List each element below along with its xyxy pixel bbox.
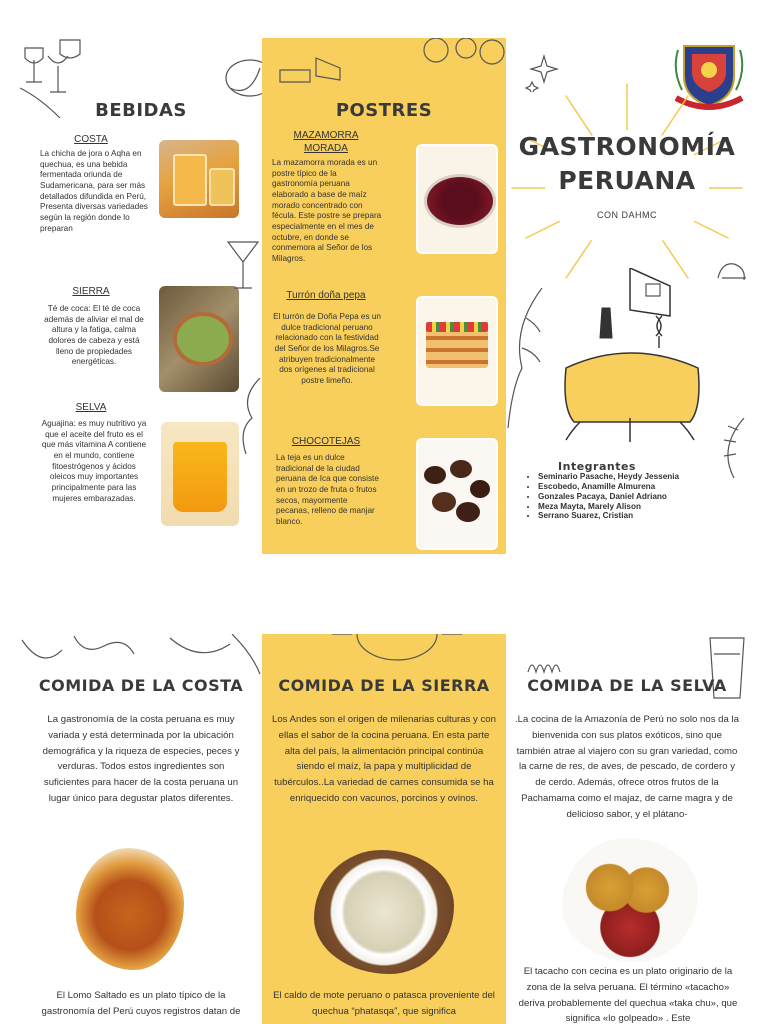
bebida-name-sierra: SIERRA <box>72 286 110 297</box>
integrante-item: • Serrano Suarez, Cristian <box>538 511 679 521</box>
chicha-photo <box>159 140 239 218</box>
caldo-de-mote-photo <box>314 850 454 974</box>
sunflower-doodle <box>322 634 472 664</box>
integrante-item: • Seminario Pasache, Heydy Jessenia <box>538 472 679 482</box>
plate-doodle <box>220 48 262 108</box>
bebida-name-selva: SELVA <box>75 402 107 413</box>
fern-doodle <box>714 418 748 478</box>
selva-panel <box>506 634 748 1024</box>
costa-footer-text: El Lomo Saltado es un plato típico de la gastronomía del Perú cuyos registros datan de <box>41 990 241 1017</box>
sierra-footer-text: El caldo de mote peruano o patasca proveniente del quechua “phatasqa”, que significa <box>273 990 495 1017</box>
mazamorra-photo <box>416 144 498 254</box>
postre-text-mazamorra: La mazamorra morada es un postre típico de la gastronomía peruana elaborado a base de maíz morado concentrado con fécula. Este postre se prepara especialmente en el mes de octubre, en donde se conmemora al Señor de los Milagros. <box>272 158 382 263</box>
postre-text-turron: El turrón de Doña Pepa es un dulce tradicional peruano relacionado con la festividad del Señor de los Milagros.Se atribuyen tradicionalmente dos orígenes al tradicional postre limeño. <box>273 312 381 385</box>
plant-doodle <box>506 288 546 428</box>
turron-photo <box>416 296 498 406</box>
bebidas-title: BEBIDAS <box>95 100 187 121</box>
selva-footer-text: El tacacho con cecina es un plato originario de la zona de la selva peruana. El término «tacacho» deriva probablemente del quechua «taka chu», que significa «lo golpeado» . Este <box>518 966 738 1024</box>
integrante-item: • Gonzales Pacaya, Daniel Adriano <box>538 492 679 502</box>
postre-name-mazamorra-1: MAZAMORRA <box>293 130 359 141</box>
postre-name-turron: Turrón doña pepa <box>286 290 366 301</box>
cookies-doodle <box>422 38 506 72</box>
aguajina-photo <box>161 422 239 526</box>
sierra-panel <box>262 634 506 1024</box>
chocotejas-photo <box>416 438 498 550</box>
cake-doodle <box>276 40 344 84</box>
selva-intro: .La cocina de la Amazonía de Perú no solo nos da la bienvenida con sus platos exóticos, sino que también atrae al viajero con su gran variedad, como la carne de res, de aves, de pescado, de cordero y de cerdo. Además, ofrece otros frutos de la Pachamama como el majaz, de carne magra y de delicioso sabor, y el plátano- <box>514 714 739 820</box>
integrante-item: • Meza Mayta, Marely Alison <box>538 502 679 512</box>
selva-title: COMIDA DE LA SELVA <box>527 676 727 695</box>
te-de-coca-photo <box>159 286 239 392</box>
costa-intro: La gastronomía de la costa peruana es muy variada y está determinada por la ubicación demográfica y la riqueza de especies, peces y verduras. Todos estos ingredientes son suficientes para hacer de la costa peruana un lugar único para degustar platos diferentes. <box>42 714 240 805</box>
lemon-doodle <box>716 258 748 298</box>
bebidas-panel <box>20 38 262 554</box>
veggies-doodle <box>20 634 262 678</box>
postres-panel <box>262 38 506 554</box>
postre-name-mazamorra-2: MORADA <box>304 143 348 154</box>
lomo-saltado-photo <box>76 848 184 970</box>
cover-title-line1: GASTRONOMÍA <box>518 132 736 161</box>
integrantes-list <box>526 472 679 521</box>
bebida-text-sierra: Té de coca: El té de coca además de aliviar el mal de altura y la fatiga, calma dolores de cabeza y está lleno de propiedades energéticas. <box>44 304 144 367</box>
integrantes-title: Integrantes <box>558 460 636 473</box>
integrante-item: • Escobedo, Anamille Almurena <box>538 482 679 492</box>
postres-title: POSTRES <box>335 100 433 121</box>
leaf-doodle <box>234 378 262 458</box>
bebida-text-costa: La chicha de jora o Aqha en quechua, es una bebida fermentada oriunda de Sudamericana, para ser más detallados difundida en Perú, Presenta diversas variedades según la región donde lo preparan <box>40 149 148 233</box>
cover-title-line2: PERUANA <box>558 166 696 195</box>
costa-panel <box>20 634 262 1024</box>
squiggle-doodle <box>526 658 566 678</box>
sierra-title: COMIDA DE LA SIERRA <box>278 676 490 695</box>
postre-text-chocotejas: La teja es un dulce tradicional de la ciudad peruana de Ica que consiste en un trozo de fruta o frutos secos, mayormente pecanas, relleno de manjar blanco. <box>276 453 379 526</box>
costa-title: COMIDA DE LA COSTA <box>38 676 244 695</box>
bebida-text-selva: Aguajina: es muy nutritivo ya que el aceite del fruto es el que más vitamina A contiene en el mundo, contiene fitoestrógenos y ácidos oleicos muy importantes principalmente para las mujeres embarazadas. <box>41 419 147 503</box>
cover-subtitle: CON DAHMC <box>597 210 657 220</box>
postre-name-chocotejas: CHOCOTEJAS <box>291 436 361 447</box>
cocktail-doodle <box>224 238 262 298</box>
sierra-intro: Los Andes son el origen de milenarias culturas y con ellas el sabor de la cocina peruana. En esta parte alta del país, la alimentación principal continúa siendo el maíz, la papa y multiplicidad de tubérculos..La variedad de carnes consumida se ha enriquecido con vacunos, porcinos y ovinos. <box>272 714 496 805</box>
dining-table-illustration <box>550 268 710 444</box>
bebida-name-costa: COSTA <box>74 134 108 145</box>
tacacho-con-cecina-photo <box>562 838 698 962</box>
cover-panel <box>506 38 748 554</box>
